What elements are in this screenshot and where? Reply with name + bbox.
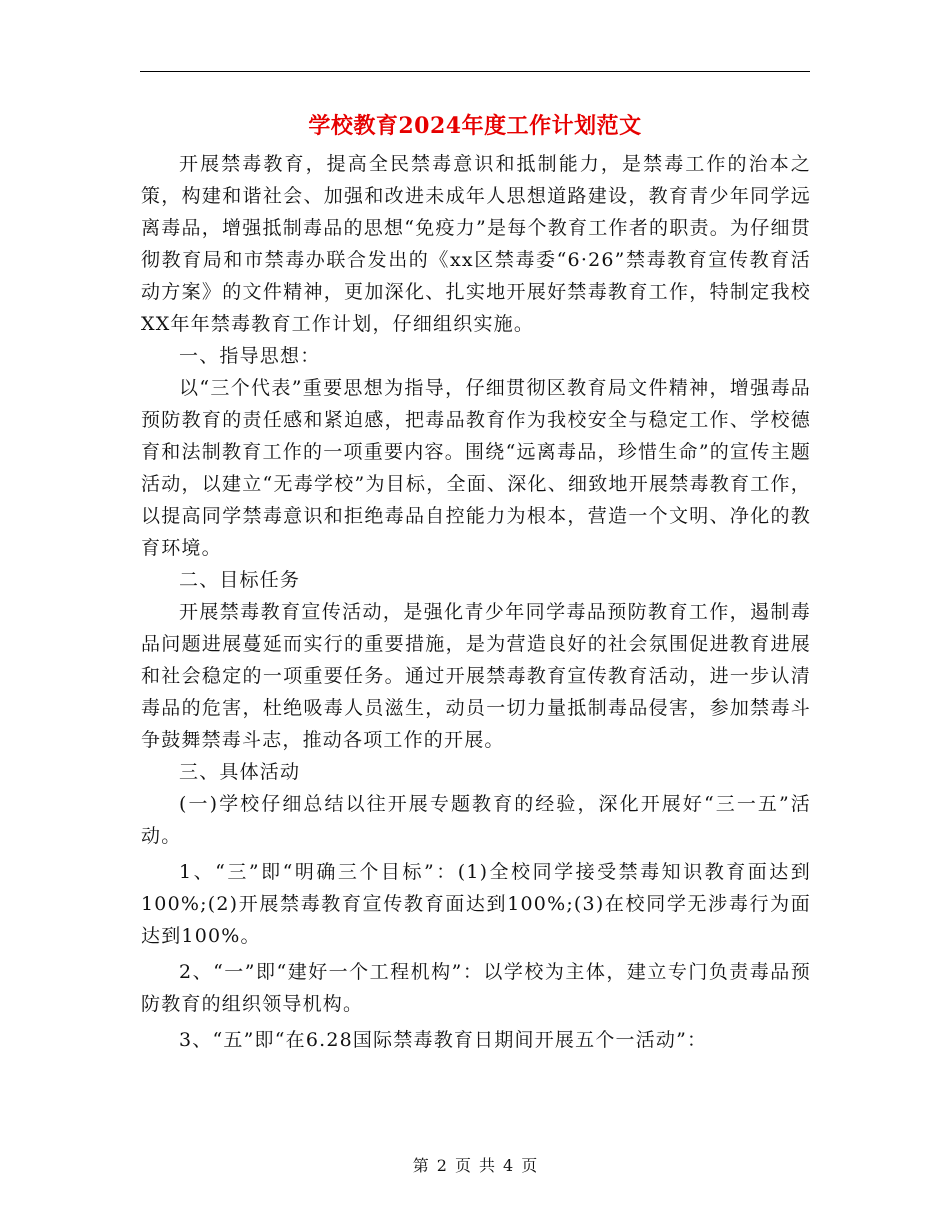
- footer-total-unit: 页: [521, 1156, 538, 1175]
- paragraph-goals-tasks: 开展禁毒教育宣传活动，是强化青少年同学毒品预防教育工作，遏制毒品问题进展蔓延而实行的重要措施，是为营造良好的社会氛围促进教育进展和社会稳定的一项重要任务。通过开展禁毒教育宣传教育活动，进一步认清毒品的危害，杜绝吸毒人员滋生，动员一切力量抵制毒品侵害，参加禁毒斗争鼓舞禁毒斗志，推动各项工作的开展。: [141, 601, 811, 751]
- heading-specific-activities: 三、具体活动: [179, 761, 301, 783]
- footer-page-unit: 页: [454, 1156, 471, 1175]
- header-rule: [140, 71, 810, 72]
- document-body: [141, 148, 811, 1056]
- page-footer: [0, 1154, 950, 1178]
- heading-guiding-ideology: 一、指导思想：: [179, 345, 321, 367]
- paragraph-intro: 开展禁毒教育，提高全民禁毒意识和抵制能力，是禁毒工作的治本之策，构建和谐社会、加强和改进未成年人思想道路建设，教育青少年同学远离毒品，增强抵制毒品的思想“免疫力”是每个教育工作者的职责。为仔细贯彻教育局和市禁毒办联合发出的《xx区禁毒委“6·26”禁毒教育宣传教育活动方案》的文件精神，更加深化、扎实地开展好禁毒教育工作，特制定我校XX年年禁毒教育工作计划，仔细组织实施。: [141, 153, 811, 335]
- paragraph-item-2: 2、“一”即“建好一个工程机构”：以学校为主体，建立专门负责毒品预防教育的组织领导机构。: [141, 961, 811, 1015]
- footer-page-label: 第: [412, 1156, 429, 1175]
- footer-total-pages: 4: [503, 1156, 514, 1175]
- heading-goals-tasks: 二、目标任务: [179, 569, 301, 591]
- paragraph-activity-1: (一)学校仔细总结以往开展专题教育的经验，深化开展好“三一五”活动。: [141, 793, 811, 847]
- footer-current-page: 2: [436, 1156, 447, 1175]
- paragraph-guiding-ideology: 以“三个代表”重要思想为指导，仔细贯彻区教育局文件精神，增强毒品预防教育的责任感和紧迫感，把毒品教育作为我校安全与稳定工作、学校德育和法制教育工作的一项重要内容。围绕“远离毒品，珍惜生命”的宣传主题活动，以建立“无毒学校”为目标，全面、深化、细致地开展禁毒教育工作，以提高同学禁毒意识和拒绝毒品自控能力为根本，营造一个文明、净化的教育环境。: [141, 377, 811, 559]
- footer-total-label: 共: [479, 1156, 496, 1175]
- paragraph-item-1: 1、“三”即“明确三个目标”：(1)全校同学接受禁毒知识教育面达到100%;(2)开展禁毒教育宣传教育面达到100%;(3)在校同学无涉毒行为面达到100%。: [141, 861, 811, 947]
- document-title: 学校教育2024年度工作计划范文: [308, 113, 642, 139]
- paragraph-item-3: 3、“五”即“在6.28国际禁毒教育日期间开展五个一活动”：: [179, 1029, 708, 1051]
